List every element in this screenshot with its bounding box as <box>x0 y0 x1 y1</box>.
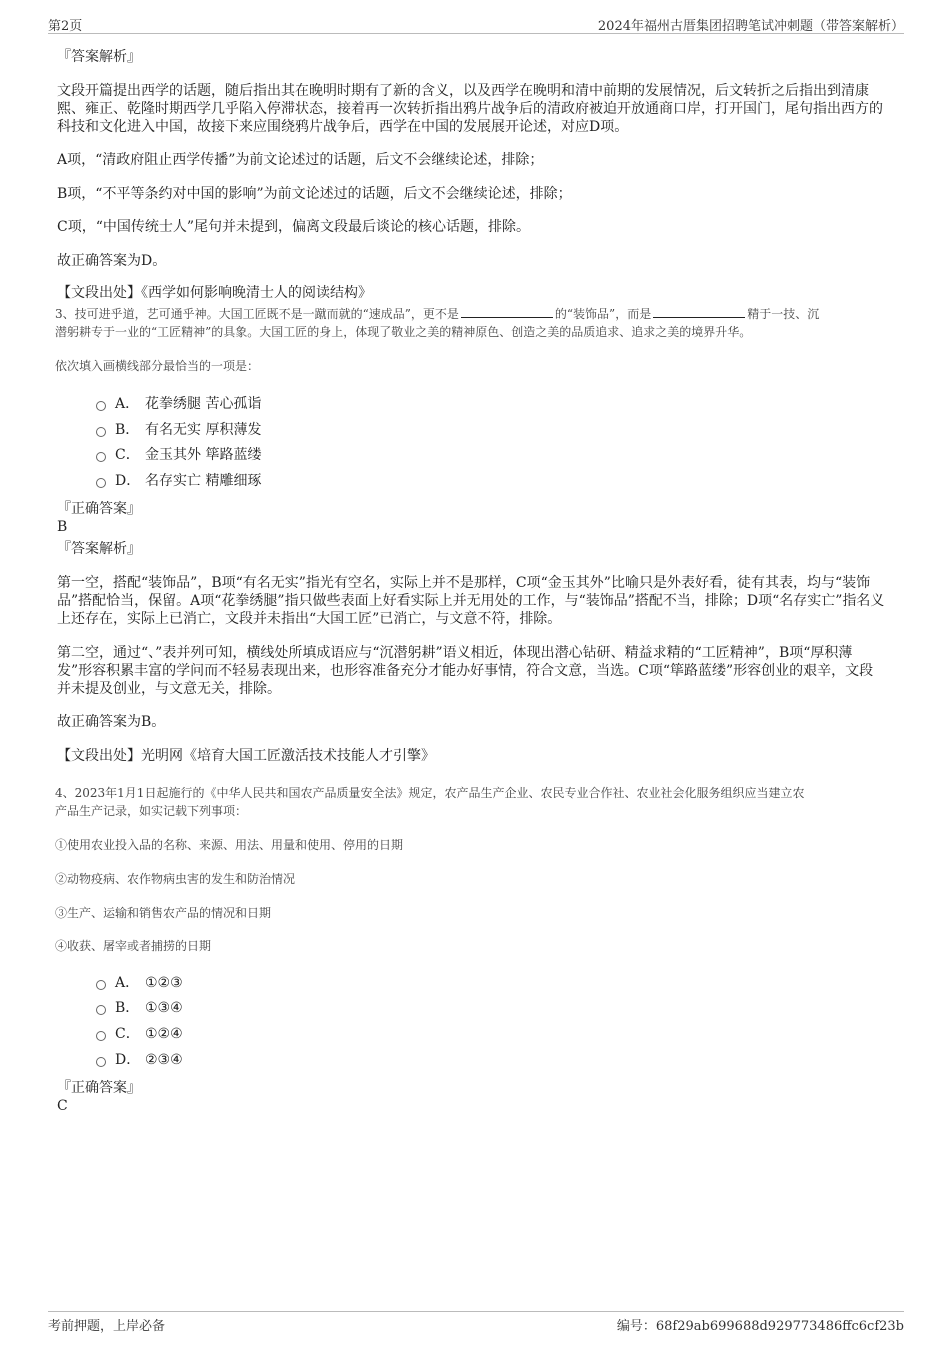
q4-stem-line2: 产品生产记录，如实记载下列事项： <box>55 804 248 818</box>
q4-option-a[interactable] <box>96 974 183 992</box>
q3-stem-line2: 潜躬耕专于一业的“工匠精神”的具象。大国工匠的身上，体现了敬业之美的精神原色、创造之美的品质追求、追求之美的境界升华。 <box>55 325 752 339</box>
q4-answer: C <box>57 1098 68 1114</box>
q3-analysis-paragraph-2: 第二空，通过“、”表并列可知，横线处所填成语应与“沉潜躬耕”语义相近，体现出潜心钻研、精益求精的“工匠精神”，B项“厚积薄发”形容积累丰富的学问而不轻易表现出来，也形容准备充分才能办好事情，符合文意，当选。C项“筚路蓝缕”形容创业的艰辛，文段并未提及创业，与文意无关，排除。 <box>57 645 874 697</box>
option-text: 有名无实 厚积薄发 <box>145 422 262 438</box>
document-code: 编号：68f29ab699688d929773486ffc6cf23b <box>616 1319 904 1334</box>
option-text: ②③④ <box>145 1052 183 1068</box>
option-text: ①②④ <box>145 1026 183 1042</box>
q4-answer-label: 『正确答案』 <box>57 1080 141 1096</box>
option-letter: C． <box>115 1026 140 1042</box>
q3-prompt: 依次填入画横线部分最恰当的一项是： <box>55 359 260 373</box>
option-letter: B． <box>115 1000 140 1016</box>
q3-analysis-paragraph-1: 第一空，搭配“装饰品”，B项“有名无实”指光有空名，实际上并不是那样，C项“金玉其外”比喻只是外表好看，徒有其表，均与“装饰品”搭配恰当，保留。A项“花拳绣腿”指只做些表面上好看实际上并无用处的工作，与“装饰品”搭配不当，排除；D项“名存实亡”指名义上还存在，实际上已消亡，文段并未指出“大国工匠”已消亡，与文意不符，排除。 <box>57 575 885 627</box>
q2-analysis-option-a: A项，“清政府阻止西学传播”为前文论述过的话题，后文不会继续论述，排除； <box>57 152 544 168</box>
option-letter: D． <box>115 473 141 489</box>
q3-stem-part3: 精于一技、沉 <box>747 307 820 321</box>
q3-stem-part2: 的“装饰品”，而是 <box>554 307 652 321</box>
q4-stem-line1: 4、2023年1月1日起施行的《中华人民共和国农产品质量安全法》规定，农产品生产企业、农民专业合作社、农业社会化服务组织应当建立农 <box>55 786 805 800</box>
q3-option-d[interactable] <box>96 472 261 490</box>
q2-analysis-option-b: B项，“不平等条约对中国的影响”为前文论述过的话题，后文不会继续论述，排除； <box>57 186 572 202</box>
q3-option-c[interactable] <box>96 446 261 464</box>
q2-source: 【文段出处】《西学如何影响晚清士人的阅读结构》 <box>57 285 372 301</box>
option-text: 名存实亡 精雕细琢 <box>145 473 262 489</box>
q4-option-d[interactable] <box>96 1051 183 1069</box>
option-text: 金玉其外 筚路蓝缕 <box>145 447 262 463</box>
q4-item-3: ③生产、运输和销售农产品的情况和日期 <box>55 906 272 920</box>
radio-icon[interactable] <box>96 1031 106 1041</box>
radio-icon[interactable] <box>96 1057 106 1067</box>
q3-answer-label: 『正确答案』 <box>57 501 141 517</box>
q3-blank-2 <box>653 305 745 318</box>
q2-analysis-label: 『答案解析』 <box>57 49 141 65</box>
q3-option-a[interactable] <box>96 395 261 413</box>
q3-conclusion: 故正确答案为B。 <box>57 714 166 730</box>
q3-stem-part1: 3、技可进乎道，艺可通乎神。大国工匠既不是一蹴而就的“速成品”，更不是 <box>55 307 459 321</box>
option-letter: A． <box>115 975 140 991</box>
radio-icon[interactable] <box>96 452 106 462</box>
option-letter: A． <box>115 396 140 412</box>
q3-blank-1 <box>461 305 553 318</box>
q4-item-4: ④收获、屠宰或者捕捞的日期 <box>55 939 212 953</box>
document-title: 2024年福州古厝集团招聘笔试冲刺题（带答案解析） <box>597 19 904 34</box>
page-number: 第2页 <box>48 19 83 34</box>
option-letter: B． <box>115 422 140 438</box>
q3-answer: B <box>57 519 68 535</box>
q4-option-c[interactable] <box>96 1025 183 1043</box>
radio-icon[interactable] <box>96 427 106 437</box>
q3-source: 【文段出处】光明网《培育大国工匠激活技术技能人才引擎》 <box>57 748 435 764</box>
q4-stem <box>55 784 890 820</box>
q4-item-2: ②动物疫病、农作物病虫害的发生和防治情况 <box>55 872 296 886</box>
q3-stem <box>55 305 890 341</box>
q2-conclusion: 故正确答案为D。 <box>57 253 167 269</box>
option-letter: C． <box>115 447 140 463</box>
option-text: 花拳绣腿 苦心孤诣 <box>145 396 262 412</box>
q3-analysis-label: 『答案解析』 <box>57 541 141 557</box>
option-letter: D． <box>115 1052 141 1068</box>
option-text: ①②③ <box>145 975 183 991</box>
footer-slogan: 考前押题，上岸必备 <box>48 1319 166 1334</box>
page-footer <box>48 1311 904 1332</box>
q3-option-b[interactable] <box>96 421 261 439</box>
q4-item-1: ①使用农业投入品的名称、来源、用法、用量和使用、停用的日期 <box>55 838 404 852</box>
q4-option-b[interactable] <box>96 999 183 1017</box>
page-header <box>48 15 904 34</box>
option-text: ①③④ <box>145 1000 183 1016</box>
radio-icon[interactable] <box>96 478 106 488</box>
q2-analysis-paragraph: 文段开篇提出西学的话题，随后指出其在晚明时期有了新的含义，以及西学在晚明和清中前期的发展情况，后文转折之后指出到清康熙、雍正、乾隆时期西学几乎陷入停滞状态，接着再一次转折指出鸦片战争后的清政府被迫开放通商口岸，打开国门，尾句指出西方的科技和文化进入中国，故接下来应围绕鸦片战争后，西学在中国的发展展开论述，对应D项。 <box>57 83 883 135</box>
radio-icon[interactable] <box>96 401 106 411</box>
q2-analysis-option-c: C项，“中国传统士人”尾句并未提到，偏离文段最后谈论的核心话题，排除。 <box>57 219 531 235</box>
radio-icon[interactable] <box>96 980 106 990</box>
radio-icon[interactable] <box>96 1005 106 1015</box>
